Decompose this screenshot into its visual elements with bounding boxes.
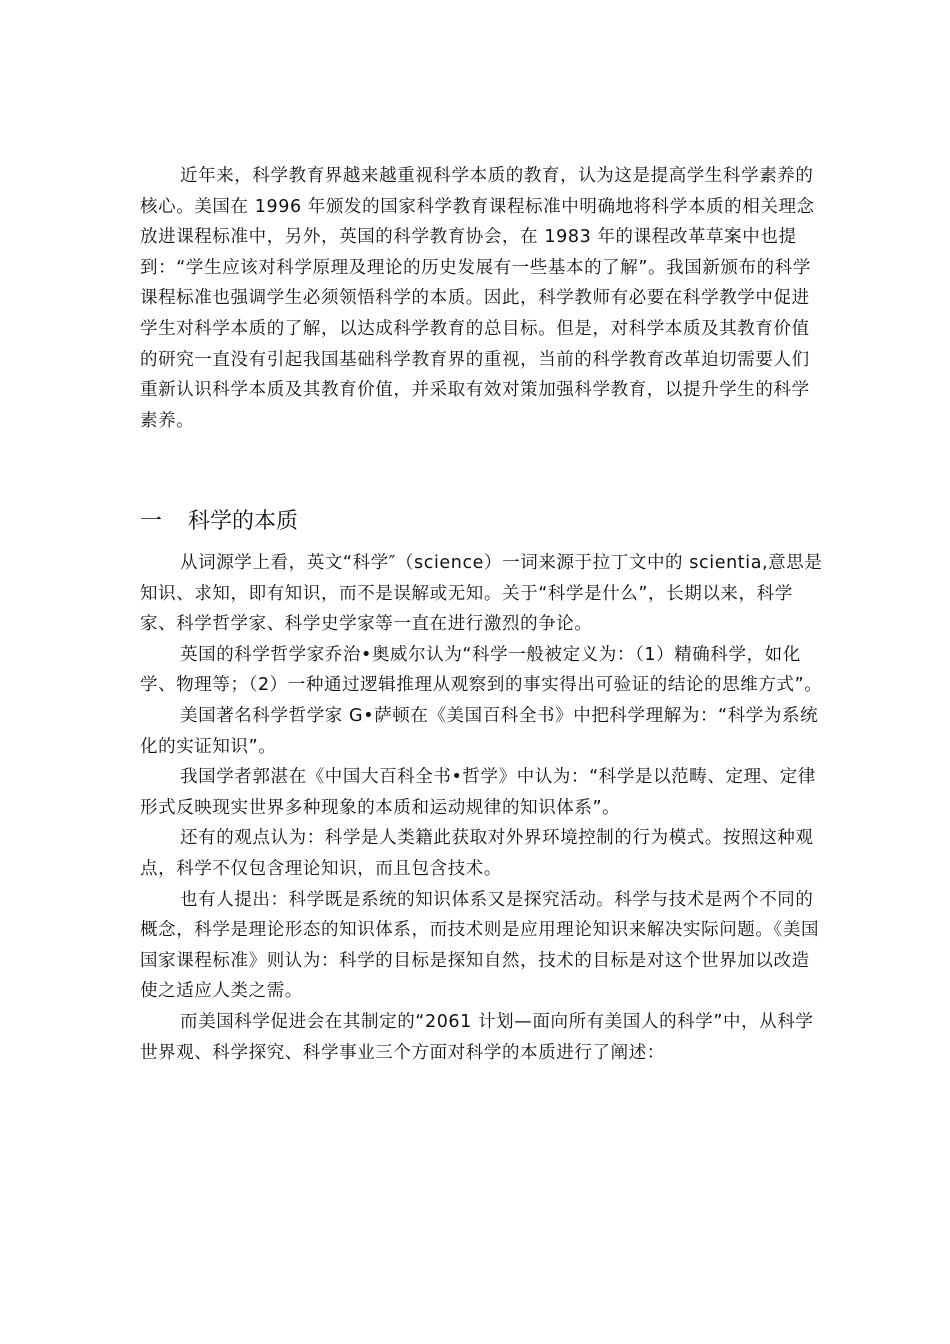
paragraph-sarton: 美国著名科学哲学家 G•萨顿在《美国百科全书》中把科学理解为：“科学为系统化的实证知识”。 bbox=[140, 705, 819, 757]
paragraph-behavior-model: 还有的观点认为：科学是人类籍此获取对外界环境控制的行为模式。按照这种观点，科学不仅包含理论知识，而且包含技术。 bbox=[140, 828, 814, 879]
section-body bbox=[140, 548, 824, 1068]
paragraph-science-technology: 也有人提出：科学既是系统的知识体系又是探究活动。科学与技术是两个不同的概念，科学是理论形态的知识体系，而技术则是应用理论知识来解决实际问题。《美国国家课程标准》则认为：科学的目标是探知自然，技术的目标是对这个世界加以改造使之适应人类之需。 bbox=[140, 889, 820, 1002]
section-title: 科学的本质 bbox=[188, 509, 299, 534]
paragraph-orwell: 英国的科学哲学家乔治•奥威尔认为“科学一般被定义为：（1）精确科学，如化学、物理等；（2）一种通过逻辑推理从观察到的事实得出可验证的结论的思维方式”。 bbox=[140, 644, 823, 696]
paragraph-etymology: 从词源学上看，英文“科学″（science）一词来源于拉丁文中的 scientia,意思是知识、求知，即有知识，而不是误解或无知。关于“科学是什么”，长期以来，科学家、科学哲学家、科学史学家等一直在进行激烈的争论。 bbox=[140, 553, 823, 635]
section-heading bbox=[140, 507, 824, 537]
intro-section bbox=[140, 161, 824, 436]
paragraph-guozhan: 我国学者郭湛在《中国大百科全书•哲学》中认为：“科学是以范畴、定理、定律形式反映现实世界多种现象的本质和运动规律的知识体系”。 bbox=[140, 767, 816, 818]
paragraph-project-2061: 而美国科学促进会在其制定的“2061 计划—面向所有美国人的科学”中，从科学世界观、科学探究、科学事业三个方面对科学的本质进行了阐述： bbox=[140, 1011, 814, 1063]
section-number: 一 bbox=[140, 509, 163, 534]
intro-paragraph: 近年来，科学教育界越来越重视科学本质的教育，认为这是提高学生科学素养的核心。美国在 1996 年颁发的国家科学教育课程标准中明确地将科学本质的相关理念放进课程标准中，另外，英国的科学教育协会，在 1983 年的课程改革草案中也提到：“学生应该对科学原理及理论的历史发展有一些基本的了解”。我国新颁布的科学课程标准也强调学生必须领悟科学的本质。因此，科学教师有必要在科学教学中促进学生对科学本质的了解，以达成科学教育的总目标。但是，对科学本质及其教育价值的研究一直没有引起我国基础科学教育界的重视，当前的科学教育改革迫切需要人们重新认识科学本质及其教育价值，并采取有效对策加强科学教育，以提升学生的科学素养。 bbox=[140, 166, 815, 431]
